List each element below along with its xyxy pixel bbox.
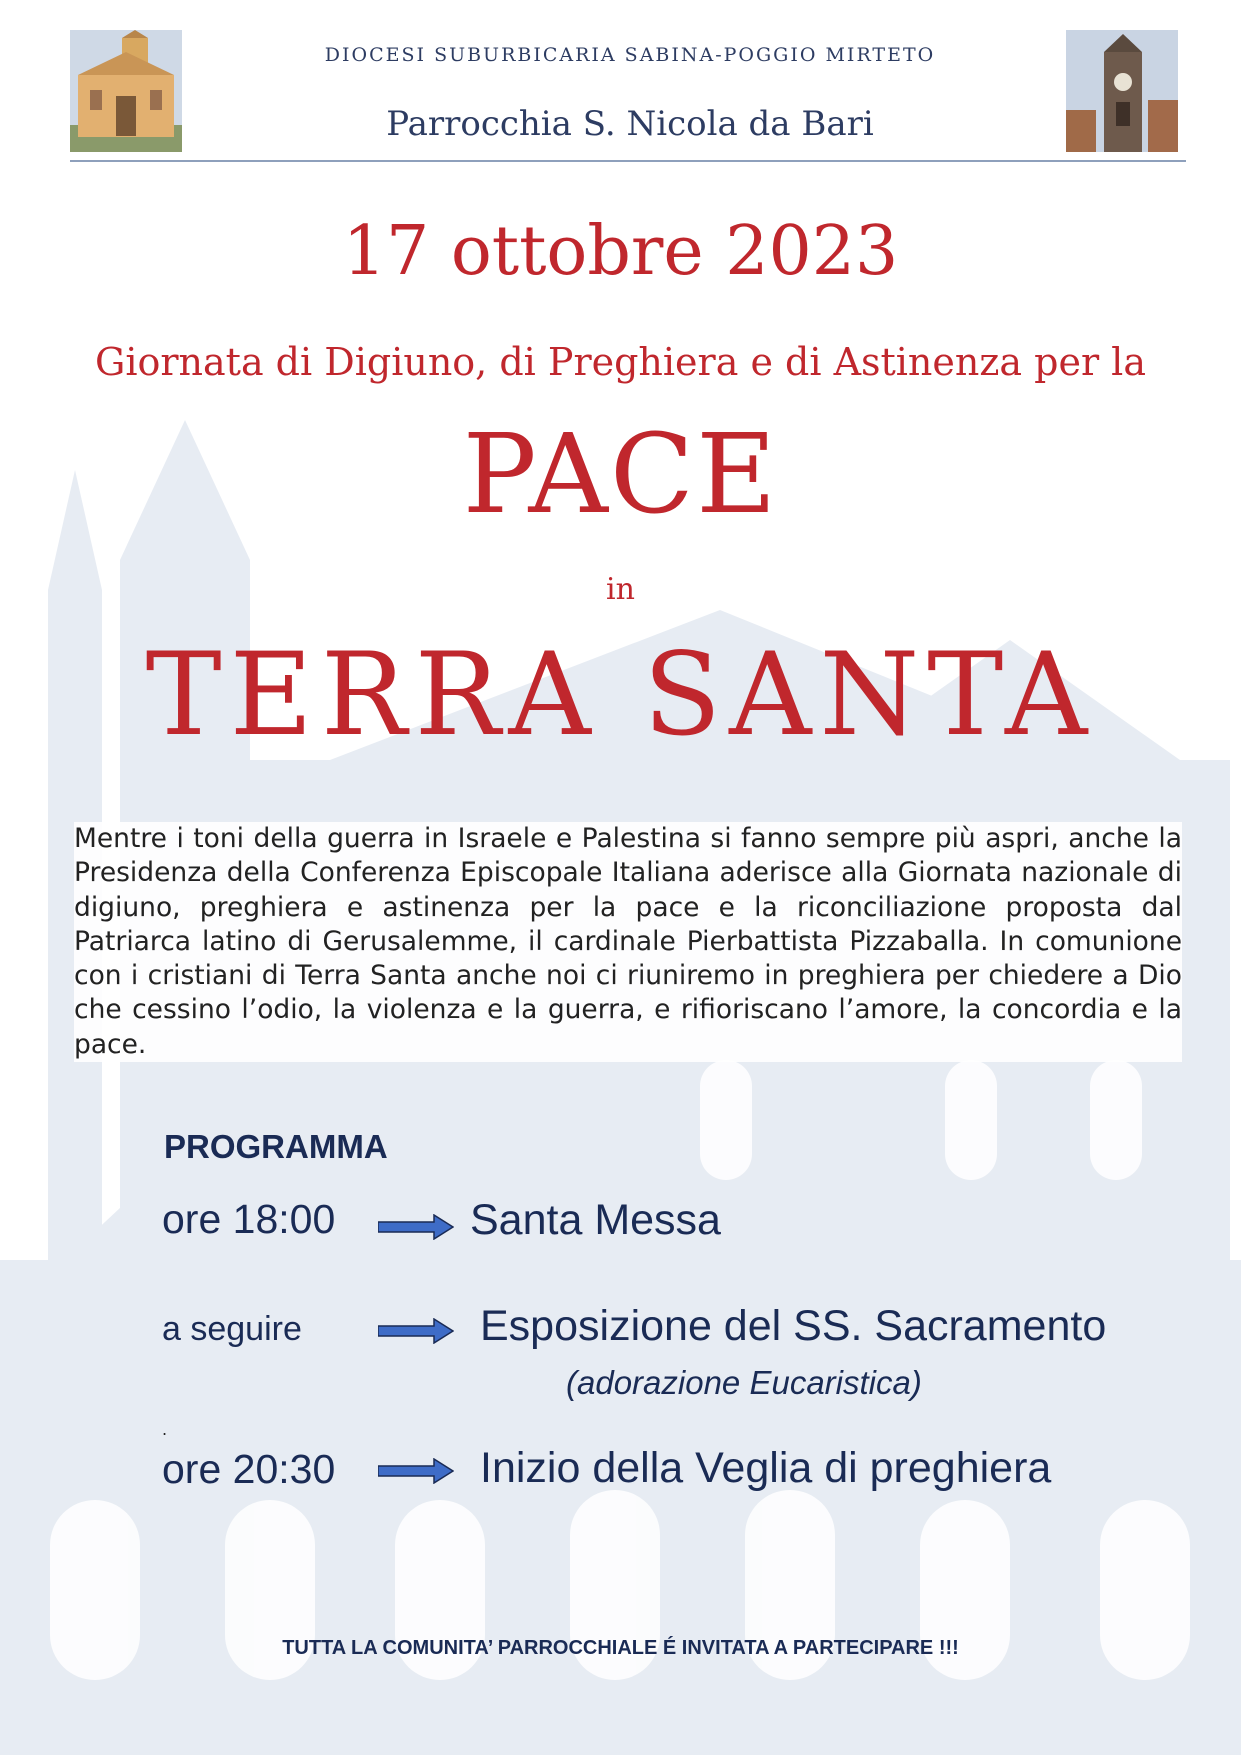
invitation-footer: TUTTA LA COMUNITA’ PARROCCHIALE É INVITATA A PARTECIPARE !!! [282, 1637, 959, 1659]
bell-tower-photo [1066, 30, 1178, 152]
title-terra-santa: TERRA SANTA [145, 628, 1096, 761]
right-arrow-icon [378, 1318, 454, 1344]
program-activity-2-note: (adorazione Eucaristica) [566, 1364, 922, 1401]
title-in: in [606, 572, 635, 607]
title-pace: PACE [462, 410, 779, 538]
program-title: PROGRAMMA [164, 1128, 388, 1165]
right-arrow-icon [378, 1458, 454, 1484]
diocese-name: DIOCESI SUBURBICARIA SABINA-POGGIO MIRTETO [324, 44, 936, 66]
event-day-title: Giornata di Digiuno, di Preghiera e di Astinenza per la [95, 340, 1146, 384]
parish-name: Parrocchia S. Nicola da Bari [386, 104, 874, 144]
program-time-3: ore 20:30 [162, 1446, 336, 1492]
header-divider [70, 160, 1186, 162]
event-date: 17 ottobre 2023 [342, 212, 899, 291]
right-arrow-icon [378, 1214, 454, 1240]
announcement-paragraph: Mentre i toni della guerra in Israele e Palestina si fanno sempre più aspri, anche la Presidenza della Conferenza Episcopale Italiana aderisce alla Giornata nazionale di digiuno, preghiera e astinenza per la pace e la riconciliazione proposta dal Patriarca latino di Gerusalemme, il cardinale Pierbattista Pizzaballa. In comunione con i cristiani di Terra Santa anche noi ci riuniremo in preghiera per chiedere a Dio che cessino l’odio, la violenza e la guerra, e rifioriscano l’amore, la concordia e la pace. [74, 822, 1182, 1062]
program-activity-3: Inizio della Veglia di preghiera [480, 1444, 1052, 1492]
separator-dot: . [162, 1420, 168, 1439]
program-activity-1: Santa Messa [470, 1196, 721, 1244]
program-activity-2: Esposizione del SS. Sacramento [480, 1302, 1107, 1350]
program-time-1: ore 18:00 [162, 1196, 336, 1242]
church-facade-photo [70, 30, 182, 152]
program-time-2: a seguire [162, 1310, 302, 1348]
